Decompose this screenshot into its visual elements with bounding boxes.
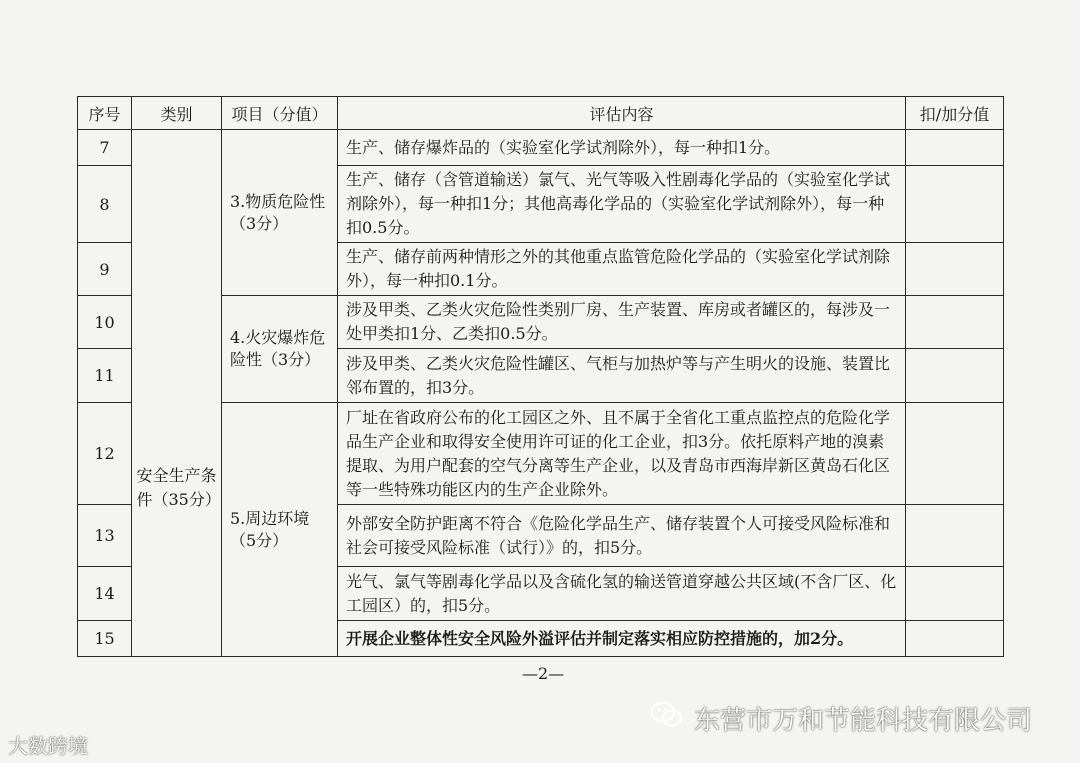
row-number: 11 <box>78 349 132 403</box>
score-cell <box>906 567 1004 621</box>
score-cell <box>906 166 1004 243</box>
item-cell <box>222 403 338 657</box>
score-cell <box>906 296 1004 349</box>
score-cell <box>906 621 1004 657</box>
header-content: 评估内容 <box>338 97 906 130</box>
watermark-left-text: 大数跨境 <box>8 734 88 758</box>
content-cell: 生产、储存（含管道输送）氯气、光气等吸入性剧毒化学品的（实验室化学试剂除外），每一种扣1分；其他高毒化学品的（实验室化学试剂除外），每一种扣0.5分。 <box>338 166 906 243</box>
score-cell <box>906 505 1004 567</box>
header-no: 序号 <box>78 97 132 130</box>
watermark-right-text: 东营市万和节能科技有限公司 <box>694 706 1033 736</box>
assessment-table <box>77 96 1004 657</box>
item-cell <box>222 296 338 403</box>
score-cell <box>906 130 1004 166</box>
item-label: 4.火灾爆炸危险性（3分） <box>230 328 326 369</box>
content-cell: 生产、储存爆炸品的（实验室化学试剂除外），每一种扣1分。 <box>338 130 906 166</box>
watermark-right <box>650 700 1032 737</box>
item-label: 3.物质危险性（3分） <box>230 191 326 233</box>
wechat-icon <box>650 701 684 736</box>
row-number: 13 <box>78 505 132 567</box>
item-cell <box>222 130 338 296</box>
score-cell <box>906 243 1004 296</box>
content-cell: 外部安全防护距离不符合《危险化学品生产、储存装置个人可接受风险标准和社会可接受风险标准（试行）》的，扣5分。 <box>338 505 906 567</box>
score-cell <box>906 403 1004 505</box>
content-cell: 涉及甲类、乙类火灾危险性罐区、气柜与加热炉等与产生明火的设施、装置比邻布置的，扣3分。 <box>338 349 906 403</box>
header-category: 类别 <box>132 97 222 130</box>
item-label: 5.周边环境（5分） <box>230 508 310 550</box>
table-header-row <box>78 97 1004 130</box>
row-number: 8 <box>78 166 132 243</box>
watermark-left <box>8 730 88 759</box>
score-cell <box>906 349 1004 403</box>
category-label: 安全生产条件（35分） <box>136 466 221 509</box>
content-cell: 开展企业整体性安全风险外溢评估并制定落实相应防控措施的，加2分。 <box>338 621 906 657</box>
page-number: —2— <box>522 664 565 683</box>
header-score: 扣/加分值 <box>906 97 1004 130</box>
category-cell <box>132 130 222 657</box>
row-number: 10 <box>78 296 132 349</box>
header-item: 项目（分值） <box>222 97 338 130</box>
row-number: 9 <box>78 243 132 296</box>
row-number: 7 <box>78 130 132 166</box>
row-number: 15 <box>78 621 132 657</box>
row-number: 14 <box>78 567 132 621</box>
content-cell: 光气、氯气等剧毒化学品以及含硫化氢的输送管道穿越公共区域(不含厂区、化工园区）的，扣5分。 <box>338 567 906 621</box>
row-number: 12 <box>78 403 132 505</box>
content-cell: 厂址在省政府公布的化工园区之外、且不属于全省化工重点监控点的危险化学品生产企业和取得安全使用许可证的化工企业，扣3分。依托原料产地的溴素提取、为用户配套的空气分离等生产企业，以及青岛市西海岸新区黄岛石化区等一些特殊功能区内的生产企业除外。 <box>338 403 906 505</box>
content-cell: 生产、储存前两种情形之外的其他重点监管危险化学品的（实验室化学试剂除外），每一种扣0.1分。 <box>338 243 906 296</box>
table-row <box>78 130 1004 166</box>
content-cell: 涉及甲类、乙类火灾危险性类别厂房、生产装置、库房或者罐区的，每涉及一处甲类扣1分、乙类扣0.5分。 <box>338 296 906 349</box>
